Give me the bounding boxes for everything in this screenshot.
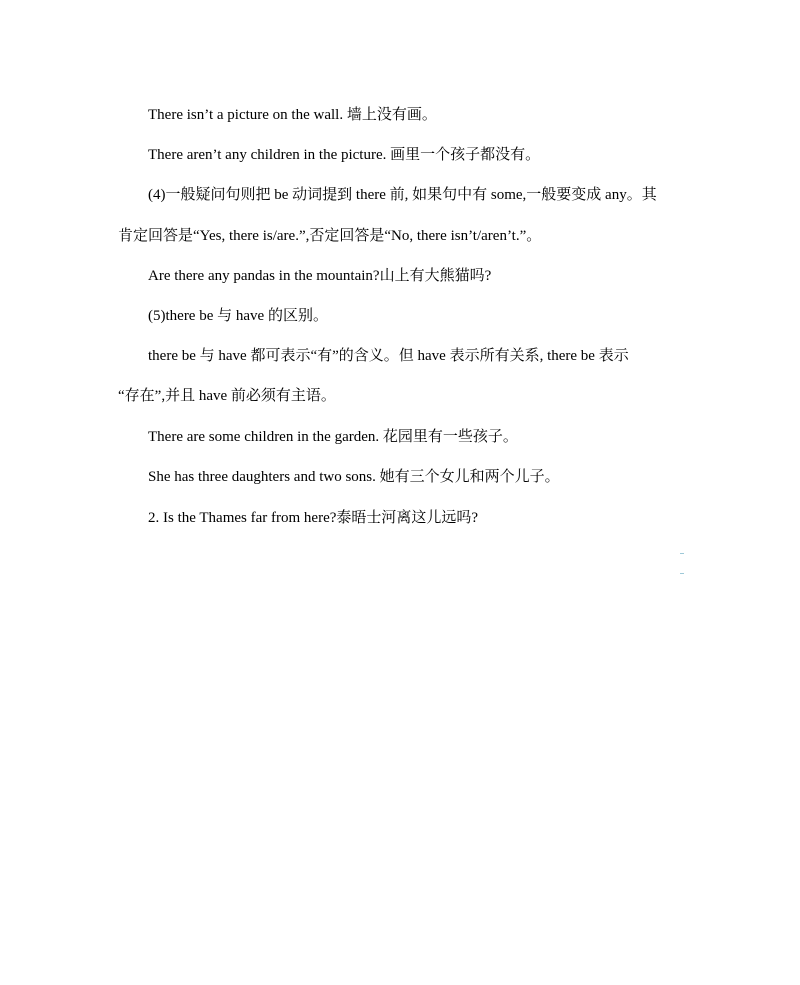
text-line-10: She has three daughters and two sons. 她有三个女儿和两个儿子。 [148,469,560,485]
text-line-2: There aren’t any children in the picture. 画里一个孩子都没有。 [148,147,541,163]
text-line-8: “存在”,并且 have 前必须有主语。 [118,388,336,404]
text-line-7: there be 与 have 都可表示“有”的含义。但 have 表示所有关系, there be 表示 [148,348,629,364]
text-line-5: Are there any pandas in the mountain?山上有大熊猫吗? [148,268,492,284]
text-line-11: 2. Is the Thames far from here?泰晤士河离这儿远吗? [148,510,479,526]
margin-tick-mark [680,553,684,554]
text-line-1: There isn’t a picture on the wall. 墙上没有画。 [148,107,437,123]
text-line-3: (4)一般疑问句则把 be 动词提到 there 前, 如果句中有 some,一般要变成 any。其 [148,187,657,203]
text-line-9: There are some children in the garden. 花园里有一些孩子。 [148,429,518,445]
text-line-6: (5)there be 与 have 的区别。 [148,308,328,324]
margin-tick-mark [680,573,684,574]
text-line-4: 肯定回答是“Yes, there is/are.”,否定回答是“No, there isn’t/aren’t.”。 [118,228,542,244]
